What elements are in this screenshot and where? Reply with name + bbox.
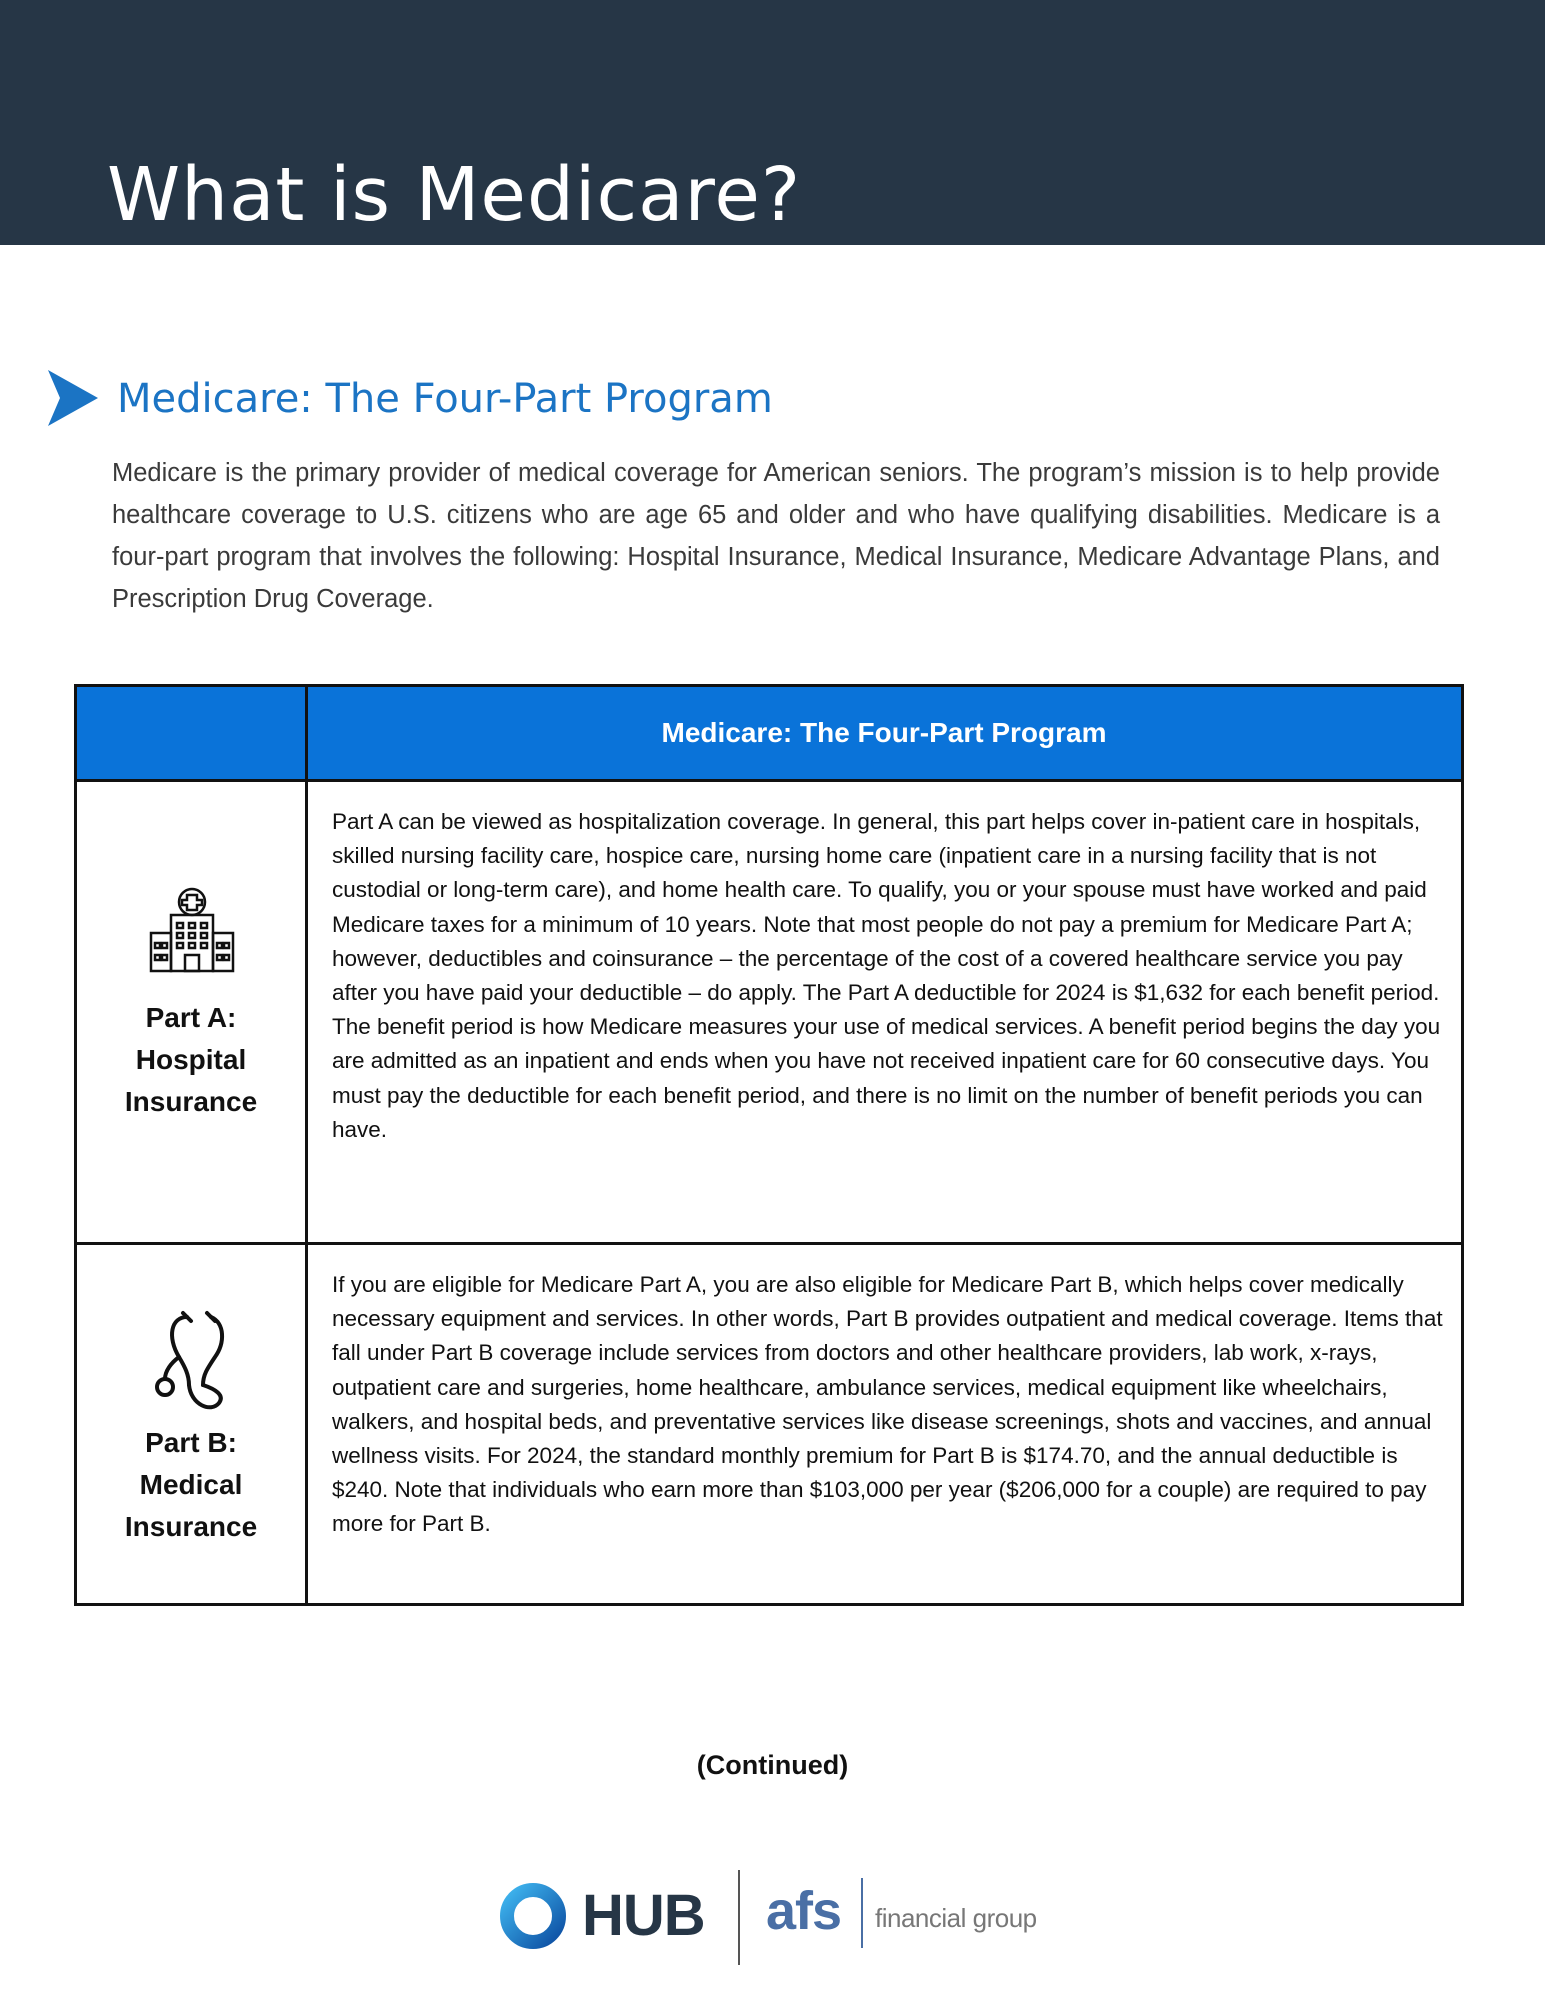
table-header-blank <box>77 687 307 779</box>
afs-logo-text: afs <box>766 1881 842 1941</box>
header-divider <box>77 779 1461 782</box>
row-divider <box>77 1242 1461 1245</box>
section-title: Medicare: The Four-Part Program <box>117 376 773 422</box>
continued-note: (Continued) <box>696 1750 849 1780</box>
footer-logos <box>0 1860 1545 1970</box>
part-a-label-line3: Insurance <box>124 1086 258 1117</box>
part-b-label-line3: Insurance <box>124 1511 258 1542</box>
part-b-label <box>77 1422 305 1548</box>
intro-paragraph: Medicare is the primary provider of medical coverage for American seniors. The program’s mission is to help provide healthcare coverage to U.S. citizens who are age 65 and older and who have qualifying disabilities. Medicare is a four-part program that involves the following: Hospital Insurance, Medical Insurance, Medicare Advantage Plans, and Prescription Drug Coverage. <box>112 459 1440 613</box>
afs-logo-divider <box>861 1878 863 1948</box>
part-b-label-line1: Part B: <box>145 1427 237 1458</box>
column-divider <box>305 687 308 1603</box>
stethoscope-icon <box>149 1309 229 1419</box>
part-b-description: If you are eligible for Medicare Part A, you are also eligible for Medicare Part B, which helps cover medically necessary equipment and services. In other words, Part B provides outpatient and medical coverage. Items that fall under Part B coverage include services from doctors and other healthcare providers, lab work, x-rays, outpatient care and surgeries, home healthcare, ambulance services, medical equipment like wheelchairs, walkers, and hospital beds, and preventative services like disease screenings, shots and vaccines, and annual wellness visits. For 2024, the standard monthly premium for Part B is $174.70, and the annual deductible is $240. Note that individuals who earn more than $103,000 per year ($206,000 for a couple) are required to pay more for Part B. <box>332 1272 1443 1537</box>
part-a-label-line2: Hospital <box>135 1044 247 1075</box>
part-a-description: Part A can be viewed as hospitalization coverage. In general, this part helps cover in-patient care in hospitals, skilled nursing facility care, hospice care, nursing home care (inpatient care in a nursing facility that is not custodial or long-term care), and home health care. To qualify, you or your spouse must have worked and paid Medicare taxes for a minimum of 10 years. Note that most people do not pay a premium for Medicare Part A; however, deductibles and coinsurance – the percentage of the cost of a covered healthcare service you pay after you have paid your deductible – do apply. The Part A deductible for 2024 is $1,632 for each benefit period. The benefit period is how Medicare measures your use of medical services. A benefit period begins the day you are admitted as an inpatient and ends when you have not received inpatient care for 60 consecutive days. You must pay the deductible for each benefit period, and there is no limit on the number of benefit periods you can have. <box>332 809 1441 1142</box>
part-b-label-line2: Medical <box>139 1469 243 1500</box>
chevron-right-icon <box>48 370 98 426</box>
table-header: Medicare: The Four-Part Program <box>307 687 1461 779</box>
hub-logo-text: HUB <box>582 1883 705 1948</box>
logo-separator <box>738 1870 740 1965</box>
afs-logo-tagline: financial group <box>875 1903 1037 1933</box>
part-a-label-line1: Part A: <box>145 1002 237 1033</box>
hub-logo-ring <box>499 1882 567 1950</box>
page-title: What is Medicare? <box>107 152 802 238</box>
hospital-icon <box>149 887 235 973</box>
part-a-label <box>77 997 305 1123</box>
program-table <box>74 684 1464 1606</box>
